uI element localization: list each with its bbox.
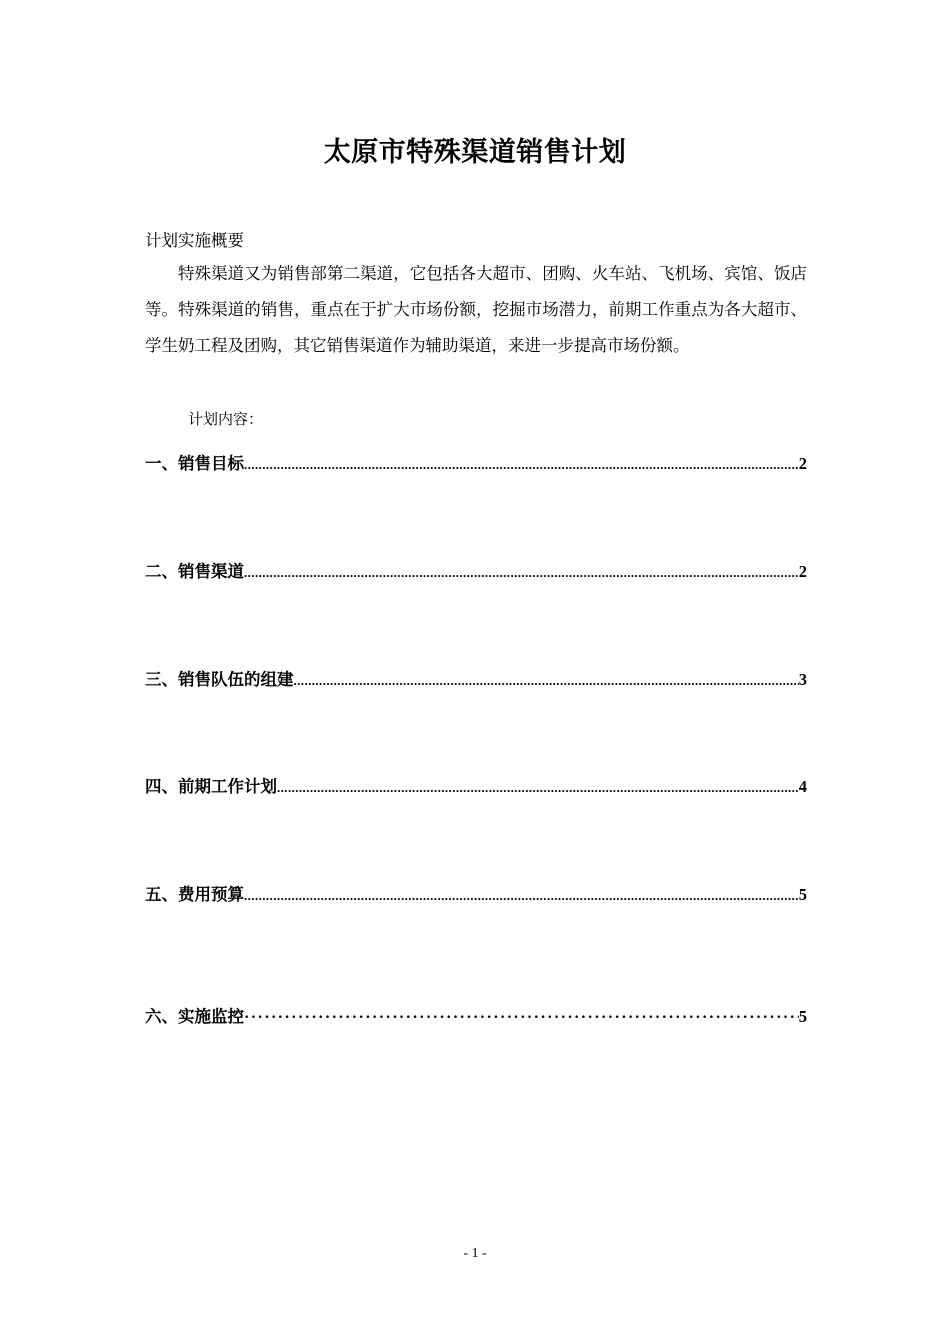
toc-leader-dots (244, 888, 799, 904)
toc-entry-early-work-plan[interactable] (145, 773, 807, 797)
toc-entry-sales-team[interactable] (145, 666, 807, 690)
toc-page-number: 2 (798, 562, 807, 581)
toc-leader-dots (244, 457, 799, 473)
toc-entry-label: 一、销售目标 (145, 454, 244, 473)
toc-entry-label: 五、费用预算 (145, 885, 244, 904)
toc-page-number: 2 (798, 454, 807, 473)
toc-entry-label: 六、实施监控 (145, 1007, 244, 1026)
toc-page-number: 5 (798, 885, 807, 904)
toc-leader-dots (294, 673, 799, 689)
document-title: 太原市特殊渠道销售计划 (323, 137, 627, 168)
intro-paragraph: 特殊渠道又为销售部第二渠道，它包括各大超市、团购、火车站、飞机场、宾馆、饭店等。特殊渠道的销售，重点在于扩大市场份额，挖掘市场潜力，前期工作重点为各大超市、学生奶工程及团购，其它销售渠道作为辅助渠道，来进一步提高市场份额。 (145, 264, 807, 355)
toc-leader-dots (277, 780, 799, 796)
toc-leader-dots (244, 1009, 799, 1027)
toc-entry-budget[interactable] (145, 881, 807, 905)
toc-entry-label: 四、前期工作计划 (145, 777, 277, 796)
toc-entry-sales-channels[interactable] (145, 558, 807, 582)
contents-label: 计划内容： (188, 410, 264, 428)
toc-page-number: 5 (798, 1007, 807, 1026)
toc-entry-label: 二、销售渠道 (145, 562, 244, 581)
toc-page-number: 3 (798, 670, 807, 689)
toc-page-number: 4 (798, 777, 807, 796)
toc-entry-sales-target[interactable] (145, 450, 807, 474)
overview-heading: 计划实施概要 (145, 231, 244, 250)
toc-entry-monitoring[interactable] (145, 1003, 807, 1027)
toc-leader-dots (244, 565, 799, 581)
page-number-footer: - 1 - (463, 1246, 487, 1261)
toc-entry-label: 三、销售队伍的组建 (145, 670, 294, 689)
